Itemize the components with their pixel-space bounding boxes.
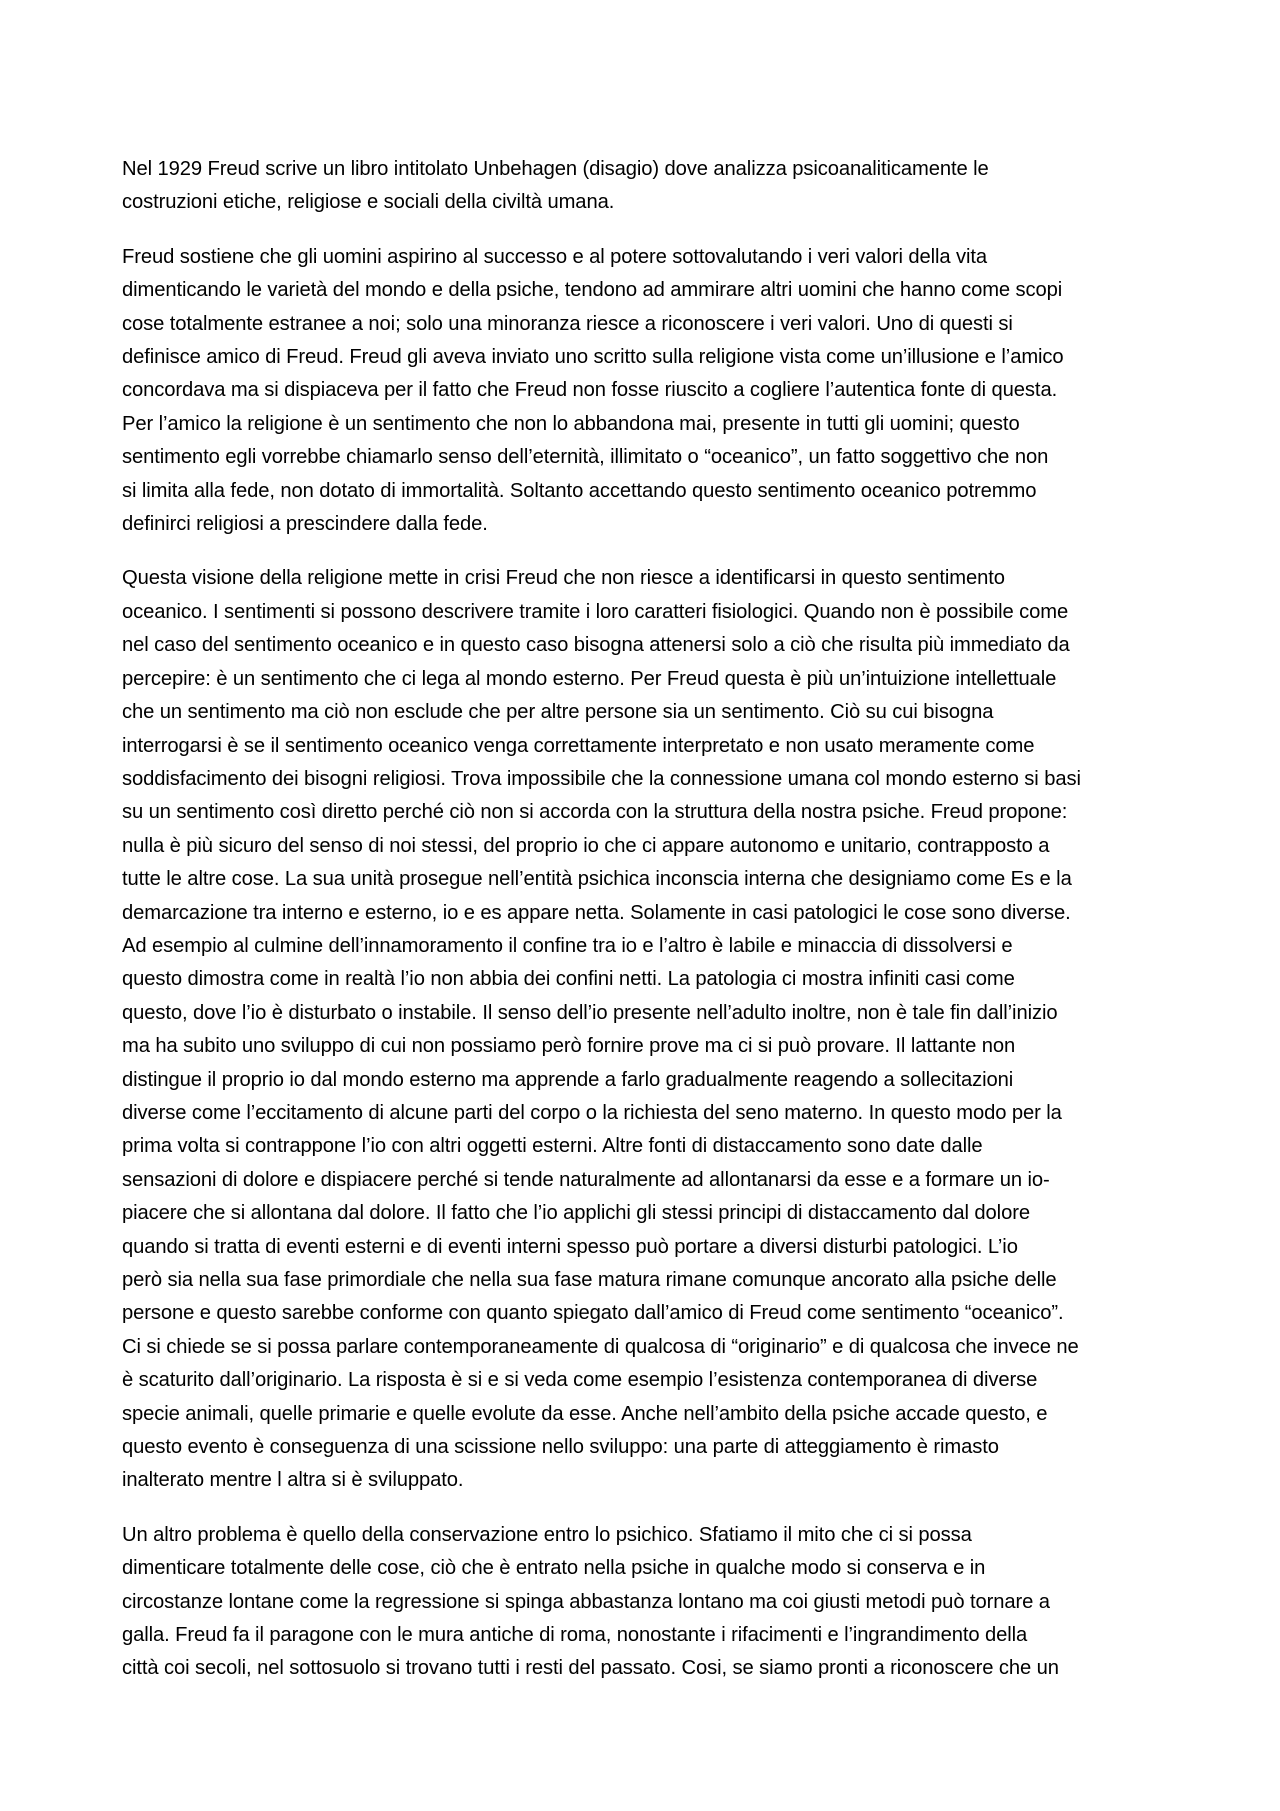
paragraph-1: Nel 1929 Freud scrive un libro intitolato Unbehagen (disagio) dove analizza psicoanaliticamente le costruzioni etiche, religiose e sociali della civiltà umana.: [122, 158, 989, 214]
document-body: [122, 153, 1164, 1707]
paragraph-2: Freud sostiene che gli uomini aspirino al successo e al potere sottovalutando i veri valori della vita dimenticando le varietà del mondo e della psiche, tendono ad ammirare altri uomini che hanno come scopi cose totalmente estranee a noi; solo una minoranza riesce a riconoscere i veri valori. Uno di questi si definisce amico di Freud. Freud gli aveva inviato uno scritto sulla religione vista come un’illusione e l’amico concordava ma si dispiaceva per il fatto che Freud non fosse riuscito a cogliere l’autentica fonte di questa. Per l’amico la religione è un sentimento che non lo abbandona mai, presente in tutti gli uomini; questo sentimento egli vorrebbe chiamarlo senso dell’eternità, illimitato o “oceanico”, un fatto soggettivo che non si limita alla fede, non dotato di immortalità. Soltanto accettando questo sentimento oceanico potremmo definirci religiosi a prescindere dalla fede.: [122, 245, 1064, 536]
paragraph-3: Questa visione della religione mette in crisi Freud che non riesce a identificarsi in questo sentimento oceanico. I sentimenti si possono descrivere tramite i loro caratteri fisiologici. Quando non è possibile come nel caso del sentimento oceanico e in questo caso bisogna attenersi solo a ciò che risulta più immediato da percepire: è un sentimento che ci lega al mondo esterno. Per Freud questa è più un’intuizione intellettuale che un sentimento ma ciò non esclude che per altre persone sia un sentimento. Ciò su cui bisogna interrogarsi è se il sentimento oceanico venga correttamente interpretato e non usato meramente come soddisfacimento dei bisogni religiosi. Trova impossibile che la connessione umana col mondo esterno si basi su un sentimento così diretto perché ciò non si accorda con la struttura della nostra psiche. Freud propone: nulla è più sicuro del senso di noi stessi, del proprio io che ci appare autonomo e unitario, contrapposto a tutte le altre cose. La sua unità prosegue nell’entità psichica inconscia interna che designiamo come Es e la demarcazione tra interno e esterno, io e es appare netta. Solamente in casi patologici le cose sono diverse. Ad esempio al culmine dell’innamoramento il confine tra io e l’altro è labile e minaccia di dissolversi e questo dimostra come in realtà l’io non abbia dei confini netti. La patologia ci mostra infiniti casi come questo, dove l’io è disturbato o instabile. Il senso dell’io presente nell’adulto inoltre, non è tale fin dall’inizio ma ha subito uno sviluppo di cui non possiamo però fornire prove ma ci si può provare. Il lattante non distingue il proprio io dal mondo esterno ma apprende a farlo gradualmente reagendo a sollecitazioni diverse come l’eccitamento di alcune parti del corpo o la richiesta del seno materno. In questo modo per la prima volta si contrappone l’io con altri oggetti esterni. Altre fonti di distaccamento sono date dalle sensazioni di dolore e dispiacere perché si tende naturalmente ad allontanarsi da esse e a formare un io- piacere che si allontana dal dolore. Il fatto che l’io applichi gli stessi principi di distaccamento dal dolore quando si tratta di eventi esterni e di eventi interni spesso può portare a diversi disturbi patologici. L’io però sia nella sua fase primordiale che nella sua fase matura rimane comunque ancorato alla psiche delle persone e questo sarebbe conforme con quanto spiegato dall’amico di Freud come sentimento “oceanico”. Ci si chiede se si possa parlare contemporaneamente di qualcosa di “originario” e di qualcosa che invece ne è scaturito dall’originario. La risposta è si e si veda come esempio l’esistenza contemporanea di diverse specie animali, quelle primarie e quelle evolute da esse. Anche nell’ambito della psiche accade questo, e questo evento è conseguenza di una scissione nello sviluppo: una parte di atteggiamento è rimasto inalterato mentre l altra si è sviluppato.: [122, 567, 1081, 1492]
paragraph-4: Un altro problema è quello della conservazione entro lo psichico. Sfatiamo il mito che ci si possa dimenticare totalmente delle cose, ciò che è entrato nella psiche in qualche modo si conserva e in circostanze lontane come la regressione si spinga abbastanza lontano ma coi giusti metodi può tornare a galla. Freud fa il paragone con le mura antiche di roma, nonostante i rifacimenti e l’ingrandimento della città coi secoli, nel sottosuolo si trovano tutti i resti del passato. Cosi, se siamo pronti a riconoscere che un: [122, 1523, 1059, 1680]
